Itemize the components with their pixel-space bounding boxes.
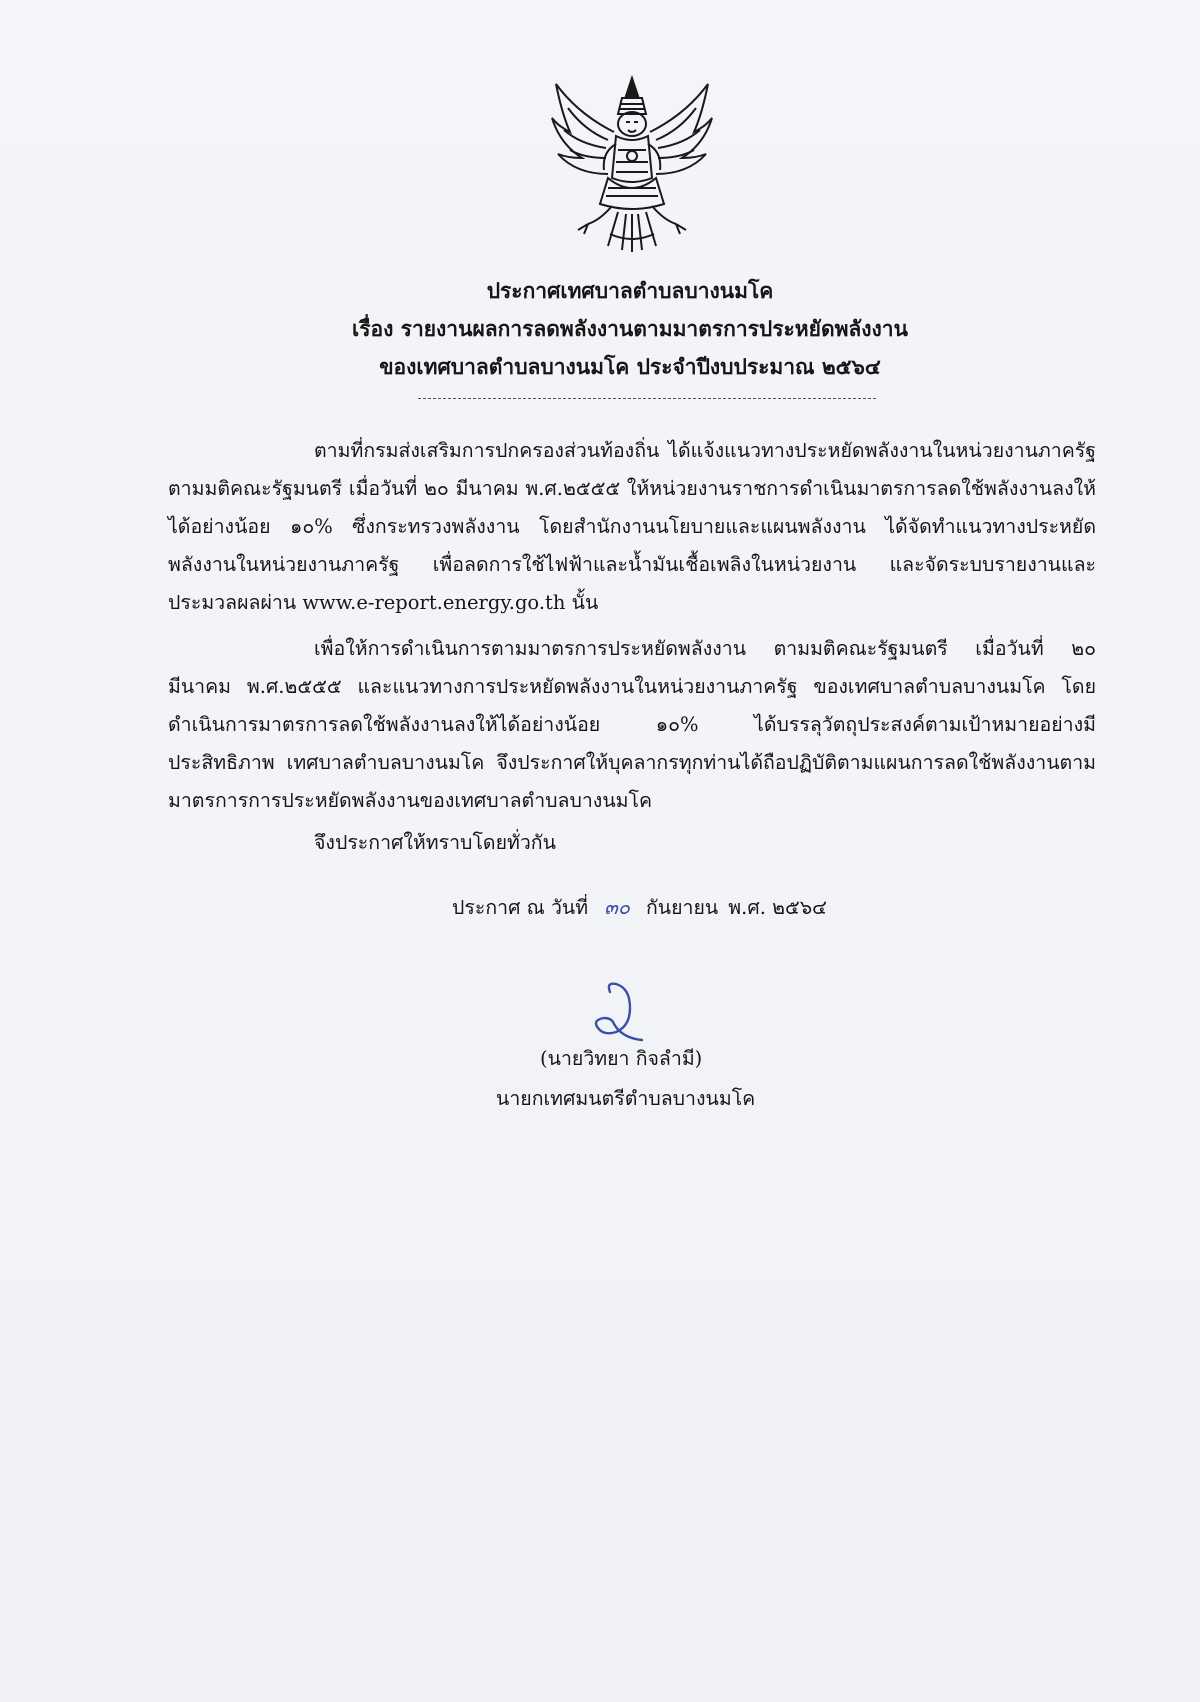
body-paragraph-2: เพื่อให้การดำเนินการตามมาตรการประหยัดพลังงาน ตามมติคณะรัฐมนตรี เมื่อวันที่ ๒๐ มีนาคม พ.ศ.๒๕๕๕ และแนวทางการประหยัดพลังงานในหน่วยงานภาครัฐ ของเทศบาลตำบลบางนมโค โดยดำเนินการมาตรการลดใช้พลังงานลงให้ได้อย่างน้อย ๑๐% ได้บรรลุวัตถุประสงค์ตามเป้าหมายอย่างมีประสิทธิภาพ เทศบาลตำบลบางนมโค จึงประกาศให้บุคลากรทุกท่านได้ถือปฏิบัติตามแผนการลดใช้พลังงานตามมาตรการการประหยัดพลังงานของเทศบาลตำบลบางนมโค [168,637,1096,812]
signatory-name: (นายวิทยา กิจลำมี) [540,1047,703,1070]
heading-line-1: ประกาศเทศบาลตำบลบางนมโค [486,278,774,303]
handwritten-signature-icon [570,978,670,1048]
body-paragraph-1: ตามที่กรมส่งเสริมการปกครองส่วนท้องถิ่น ได้แจ้งแนวทางประหยัดพลังงานในหน่วยงานภาครัฐตามมติคณะรัฐมนตรี เมื่อวันที่ ๒๐ มีนาคม พ.ศ.๒๕๕๕ ให้หน่วยงานราชการดำเนินมาตรการลดใช้พลังงานลงให้ได้อย่างน้อย ๑๐% ซึ่งกระทรวงพลังงาน โดยสำนักงานนโยบายและแผนพลังงาน ได้จัดทำแนวทางประหยัดพลังงานในหน่วยงานภาครัฐ เพื่อลดการใช้ไฟฟ้าและน้ำมันเชื้อเพลิงในหน่วยงาน และจัดระบบรายงานและประมวลผลผ่าน www.e-report.energy.go.th นั้น [168,439,1096,614]
signatory-position: นายกเทศมนตรีตำบลบางนมโค [496,1087,756,1110]
document-heading [170,272,1090,386]
date-month: กันยายน [645,896,719,919]
closing-statement: จึงประกาศให้ทราบโดยทั่วกัน [314,831,556,854]
date-year: พ.ศ. ๒๕๖๔ [728,896,827,919]
heading-divider [418,398,876,399]
announcement-date [452,888,827,927]
date-prefix: ประกาศ ณ วันที่ [452,896,589,919]
heading-line-2: เรื่อง รายงานผลการลดพลังงานตามมาตรการประหยัดพลังงาน [352,316,908,341]
heading-line-3: ของเทศบาลตำบลบางนมโค ประจำปีงบประมาณ ๒๕๖๔ [379,354,881,379]
date-day: ๓๐ [604,895,630,919]
garuda-emblem-icon [548,74,716,252]
